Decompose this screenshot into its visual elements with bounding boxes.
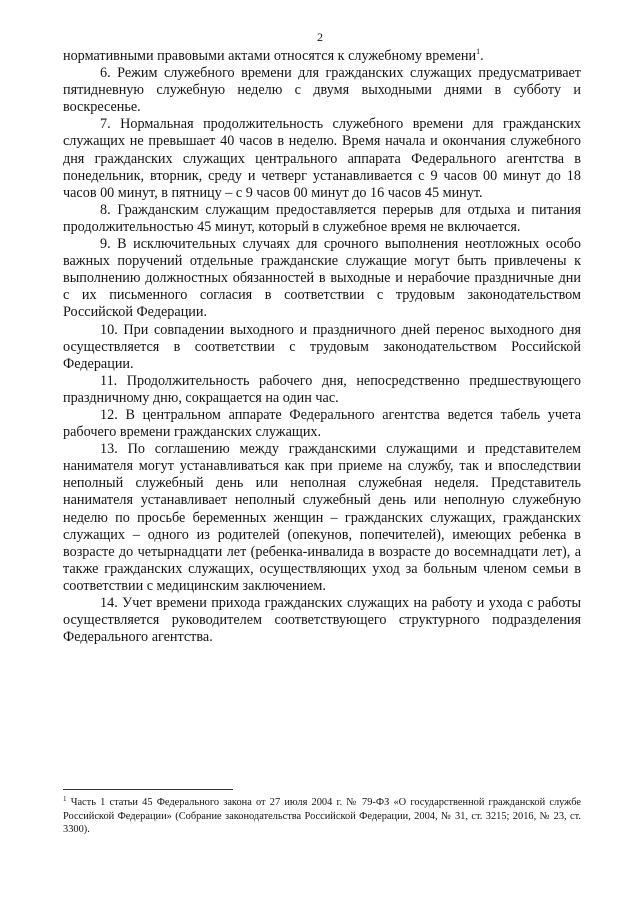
- paragraph-continuation: [63, 48, 581, 65]
- paragraph-number: 14.: [100, 595, 118, 611]
- paragraph-number: 11.: [100, 372, 118, 389]
- page-number: 2: [317, 30, 323, 44]
- paragraph-text: Продолжительность рабочего дня, непосредственно предшествующего праздничному дню, сокращается на один час.: [63, 372, 581, 406]
- footnote-mark: 1: [63, 795, 67, 803]
- paragraph-11: [63, 373, 581, 407]
- paragraph-13: [63, 441, 581, 595]
- footnote-text: Часть 1 статьи 45 Федерального закона от 27 июля 2004 г. № 79-ФЗ «О государственной гражданской службе Российской Федерации» (Собрание законодательства Российской Федерации, 2004, № 31, ст. 3215; 2016, № 23, ст. 3300).: [63, 797, 581, 836]
- paragraph-text: нормативными правовыми актами относятся к служебному времени: [63, 48, 477, 64]
- footnote: [63, 796, 581, 837]
- paragraph-number: 8.: [100, 201, 111, 218]
- paragraph-text: Нормальная продолжительность служебного времени для гражданских служащих не превышает 40 часов в неделю. Время начала и окончания служебного дня гражданских служащих центрального аппарата Федерального агентства в понедельник, вторник, среду и четверг устанавливается с 9 часов 00 минут до 18 часов 00 минут, в пятницу – с 9 часов 00 минут до 16 часов 45 минут.: [63, 116, 581, 201]
- paragraph-text: В центральном аппарате Федерального агентства ведется табель учета рабочего времени гражданских служащих.: [63, 406, 582, 441]
- paragraph-text: По соглашению между гражданскими служащими и представителем нанимателя могут устанавливаться как при приеме на службу, так и впоследствии неполный служебный день или неполная служебная неделя. Представитель нанимателя устанавливает неполный служебный день или неполную служебную неделю по просьбе беременных женщин – гражданских служащих, гражданских служащих – одного из родителей (опекунов, попечителей), имеющих ребенка в возрасте до четырнадцати лет (ребенка-инвалида в возрасте до восемнадцати лет), а также гражданских служащих, осуществляющих уход за больным членом семьи в соответствии с медицинским заключением.: [63, 441, 582, 594]
- paragraph-number: 12.: [100, 406, 118, 423]
- paragraph-text: При совпадении выходного и праздничного дней перенос выходного дня осуществляется в соответствии с трудовым законодательством Российской Федерации.: [63, 321, 582, 372]
- paragraph-text: В исключительных случаях для срочного выполнения неотложных особо важных поручений отдельные гражданские служащие могут быть привлечены к выполнению должностных обязанностей в выходные и нерабочие праздничные дни с их письменного согласия в соответствии с трудовым законодательством Российской Федерации.: [63, 236, 581, 321]
- paragraph-text: Учет времени прихода гражданских служащих на работу и ухода с работы осуществляется руководителем соответствующего структурного подразделения Федерального агентства.: [63, 595, 582, 646]
- paragraph-12: [63, 407, 581, 441]
- footnote-reference: 1: [476, 47, 481, 56]
- paragraph-number: 9.: [100, 236, 111, 253]
- paragraph-text: Гражданским служащим предоставляется перерыв для отдыха и питания продолжительностью 45 минут, который в служебное время не включается.: [63, 201, 582, 235]
- paragraph-9: [63, 236, 581, 321]
- paragraph-text: Режим служебного времени для гражданских служащих предусматривает пятидневную служебную неделю с двумя выходными днями в субботу и воскресенье.: [63, 65, 581, 116]
- paragraph-end-punctuation: .: [480, 48, 484, 64]
- paragraph-8: [63, 202, 581, 236]
- paragraph-number: 13.: [100, 441, 118, 458]
- paragraph-14: [63, 595, 581, 646]
- paragraph-7: [63, 116, 581, 201]
- paragraph-number: 7.: [100, 116, 111, 133]
- document-body: [63, 48, 581, 646]
- paragraph-6: [63, 65, 581, 116]
- footnote-divider: [63, 789, 233, 790]
- paragraph-10: [63, 322, 581, 373]
- paragraph-number: 10.: [100, 321, 118, 338]
- paragraph-number: 6.: [100, 65, 111, 82]
